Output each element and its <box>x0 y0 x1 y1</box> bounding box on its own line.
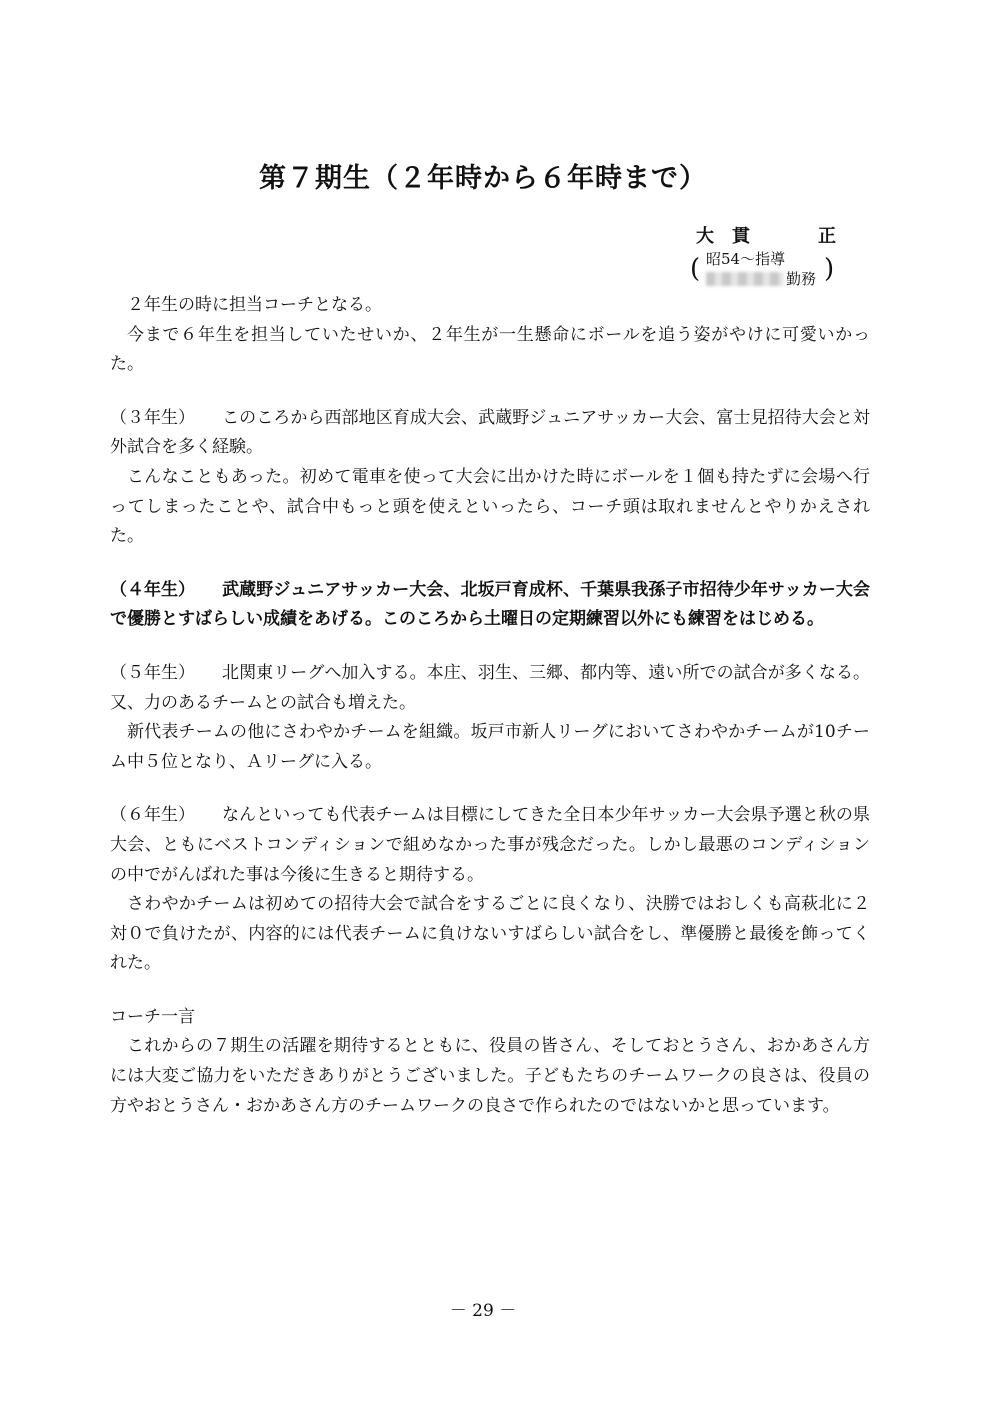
body-text <box>110 291 870 1121</box>
author-family-name: 大 貫 <box>696 226 750 247</box>
paragraph: ２年生の時に担当コーチとなる。 <box>127 295 382 315</box>
paragraph-gap <box>110 380 870 404</box>
grade-label: （５年生） <box>110 662 195 683</box>
open-paren: ( <box>690 254 701 284</box>
author-role: 昭54～指導 <box>706 250 786 268</box>
section-grade-6 <box>110 801 870 890</box>
paragraph-gap <box>110 635 870 659</box>
section-text: このころから西部地区育成大会、武蔵野ジュニアサッカー大会、富士見招待大会と対外試合を多く経験。 <box>110 407 870 458</box>
close-paren: ) <box>824 254 835 284</box>
section-text: 北関東リーグへ加入する。本庄、羽生、三郷、都内等、遠い所での試合が多くなる。又、力のあるチームとの試合も増えた。 <box>110 662 870 713</box>
author-given-name: 正 <box>818 226 836 247</box>
section-grade-5 <box>110 659 870 718</box>
author-workplace <box>706 268 816 289</box>
paragraph-gap <box>110 979 870 1003</box>
grade-label: （４年生） <box>110 579 195 600</box>
paragraph: 今まで６年生を担当していたせいか、２年生が一生懸命にボールを追う姿がやけに可愛いかった。 <box>110 324 870 375</box>
page-number: － 29 － <box>449 1301 517 1321</box>
section-text: なんといっても代表チームは目標にしてきた全日本少年サッカー大会県予選と秋の県大会、ともにベストコンディションで組めなかった事が残念だった。しかし最悪のコンディションの中でがんばれた事は今後に生きると期待する。 <box>110 805 870 885</box>
grade-label: （６年生） <box>110 805 195 826</box>
section-grade-3 <box>110 404 870 463</box>
paragraph: こんなこともあった。初めて電車を使って大会に出かけた時にボールを１個も持たずに会場へ行ってしまったことや、試合中もっと頭を使えといったら、コーチ頭は取れませんとやりかえされた。 <box>110 466 870 547</box>
author-affiliation <box>690 248 840 290</box>
coach-comment: これからの７期生の活躍を期待するとともに、役員の皆さん、そしておとうさん、おかあさん方には大変ご協力をいただきありがとうございました。子どもたちのチームワークの良さは、役員の方やおとうさん・おかあさん方のチームワークの良さで作られたのではないかと思っています。 <box>110 1036 870 1116</box>
paragraph-gap <box>110 777 870 801</box>
workplace-suffix: 勤務 <box>786 270 817 288</box>
paragraph: 新代表チームの他にさわやかチームを組織。坂戸市新人リーグにおいてさわやかチームが10チーム中５位となり、Ａリーグに入る。 <box>110 722 870 772</box>
page-title: 第７期生（２年時から６年時まで） <box>259 163 707 194</box>
coach-heading: コーチ一言 <box>110 1006 195 1027</box>
redacted-workplace <box>706 272 784 286</box>
paragraph: さわやかチームは初めての招待大会で試合をするごとに良くなり、決勝ではおしくも高萩北に２対０で負けたが、内容的には代表チームに負けないすばらしい試合をし、準優勝と最後を飾ってくれた。 <box>110 894 870 974</box>
section-text: 武蔵野ジュニアサッカー大会、北坂戸育成杯、千葉県我孫子市招待少年サッカー大会で優勝とすばらしい成績をあげる。このころから土曜日の定期練習以外にも練習をはじめる。 <box>110 579 870 630</box>
paragraph-gap <box>110 552 870 576</box>
section-grade-4 <box>110 576 870 635</box>
grade-label: （３年生） <box>110 407 195 428</box>
author-name <box>696 222 836 248</box>
